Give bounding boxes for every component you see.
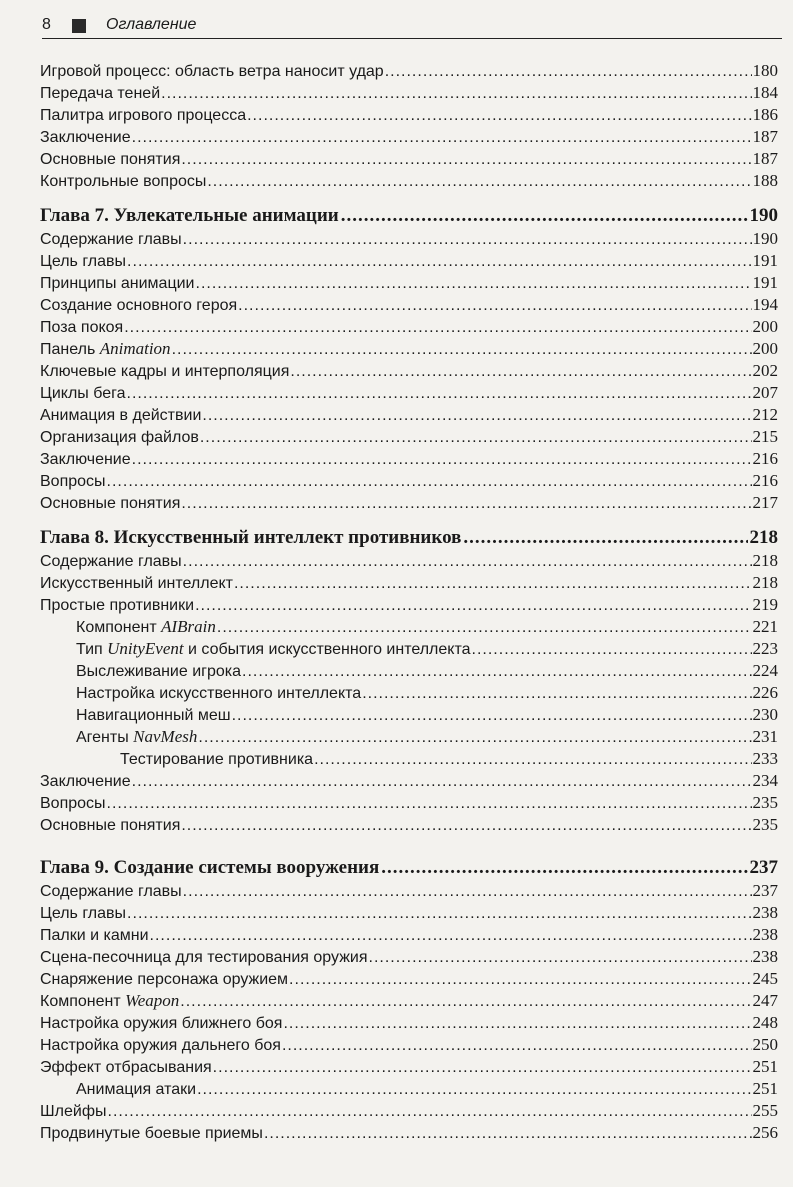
toc-subentry[interactable]: Выслеживание игрока ..... 224: [40, 660, 778, 682]
running-title: Оглавление: [106, 16, 197, 33]
toc-entry[interactable]: Контрольные вопросы ..... 188: [40, 170, 778, 192]
toc-subentry[interactable]: Агенты NavMesh ..... 231: [40, 726, 778, 748]
toc-subentry[interactable]: Настройка искусственного интеллекта ..... 226: [40, 682, 778, 704]
toc-entry[interactable]: Передача теней ..... 184: [40, 82, 778, 104]
toc-subentry[interactable]: Компонент AIBrain ..... 221: [40, 616, 778, 638]
toc-entry[interactable]: Заключение ..... 234: [40, 770, 778, 792]
toc-entry[interactable]: Игровой процесс: область ветра наносит удар ..... 180: [40, 60, 778, 82]
square-marker-icon: [72, 19, 86, 33]
chapter-8-heading[interactable]: Глава 8. Искусственный интеллект противников ..... 218: [40, 526, 778, 550]
toc-entry[interactable]: Содержание главы ..... 218: [40, 550, 778, 572]
toc-entry[interactable]: Анимация в действии ..... 212: [40, 404, 778, 426]
toc-entry[interactable]: Содержание главы ..... 237: [40, 880, 778, 902]
toc-entry[interactable]: Цель главы ..... 238: [40, 902, 778, 924]
toc-entry[interactable]: Основные понятия ..... 235: [40, 814, 778, 836]
toc-entry[interactable]: Заключение ..... 187: [40, 126, 778, 148]
toc-entry[interactable]: Вопросы ..... 235: [40, 792, 778, 814]
toc-entry[interactable]: Шлейфы ..... 255: [40, 1100, 778, 1122]
toc-entry[interactable]: Ключевые кадры и интерполяция ..... 202: [40, 360, 778, 382]
toc-entry[interactable]: Циклы бега ..... 207: [40, 382, 778, 404]
running-header: [42, 14, 782, 39]
toc-entry[interactable]: Компонент Weapon ..... 247: [40, 990, 778, 1012]
toc-subsubentry[interactable]: Тестирование противника ..... 233: [40, 748, 778, 770]
table-of-contents: [40, 60, 778, 1144]
toc-entry[interactable]: Цель главы ..... 191: [40, 250, 778, 272]
toc-entry[interactable]: Поза покоя ..... 200: [40, 316, 778, 338]
toc-entry[interactable]: Заключение ..... 216: [40, 448, 778, 470]
toc-entry[interactable]: Настройка оружия дальнего боя ..... 250: [40, 1034, 778, 1056]
chapter-7-heading[interactable]: Глава 7. Увлекательные анимации ..... 190: [40, 204, 778, 228]
toc-entry[interactable]: Палитра игрового процесса ..... 186: [40, 104, 778, 126]
toc-entry[interactable]: Вопросы ..... 216: [40, 470, 778, 492]
toc-subentry[interactable]: Анимация атаки ..... 251: [40, 1078, 778, 1100]
toc-entry[interactable]: Продвинутые боевые приемы ..... 256: [40, 1122, 778, 1144]
toc-entry[interactable]: Эффект отбрасывания ..... 251: [40, 1056, 778, 1078]
toc-entry[interactable]: Палки и камни ..... 238: [40, 924, 778, 946]
toc-entry[interactable]: Панель Animation ..... 200: [40, 338, 778, 360]
toc-entry[interactable]: Содержание главы ..... 190: [40, 228, 778, 250]
chapter-9-heading[interactable]: Глава 9. Создание системы вооружения ..... 237: [40, 856, 778, 880]
toc-entry[interactable]: Искусственный интеллект ..... 218: [40, 572, 778, 594]
toc-subentry[interactable]: Навигационный меш ..... 230: [40, 704, 778, 726]
toc-entry[interactable]: Принципы анимации ..... 191: [40, 272, 778, 294]
toc-entry[interactable]: Основные понятия ..... 217: [40, 492, 778, 514]
toc-entry[interactable]: Организация файлов ..... 215: [40, 426, 778, 448]
page-number: 8: [42, 16, 51, 33]
toc-entry[interactable]: Снаряжение персонажа оружием ..... 245: [40, 968, 778, 990]
toc-entry[interactable]: Основные понятия ..... 187: [40, 148, 778, 170]
toc-subentry[interactable]: Тип UnityEvent и события искусственного интеллекта ..... 223: [40, 638, 778, 660]
toc-entry[interactable]: Настройка оружия ближнего боя ..... 248: [40, 1012, 778, 1034]
toc-entry[interactable]: Сцена-песочница для тестирования оружия ..... 238: [40, 946, 778, 968]
toc-entry[interactable]: Простые противники ..... 219: [40, 594, 778, 616]
toc-entry[interactable]: Создание основного героя ..... 194: [40, 294, 778, 316]
